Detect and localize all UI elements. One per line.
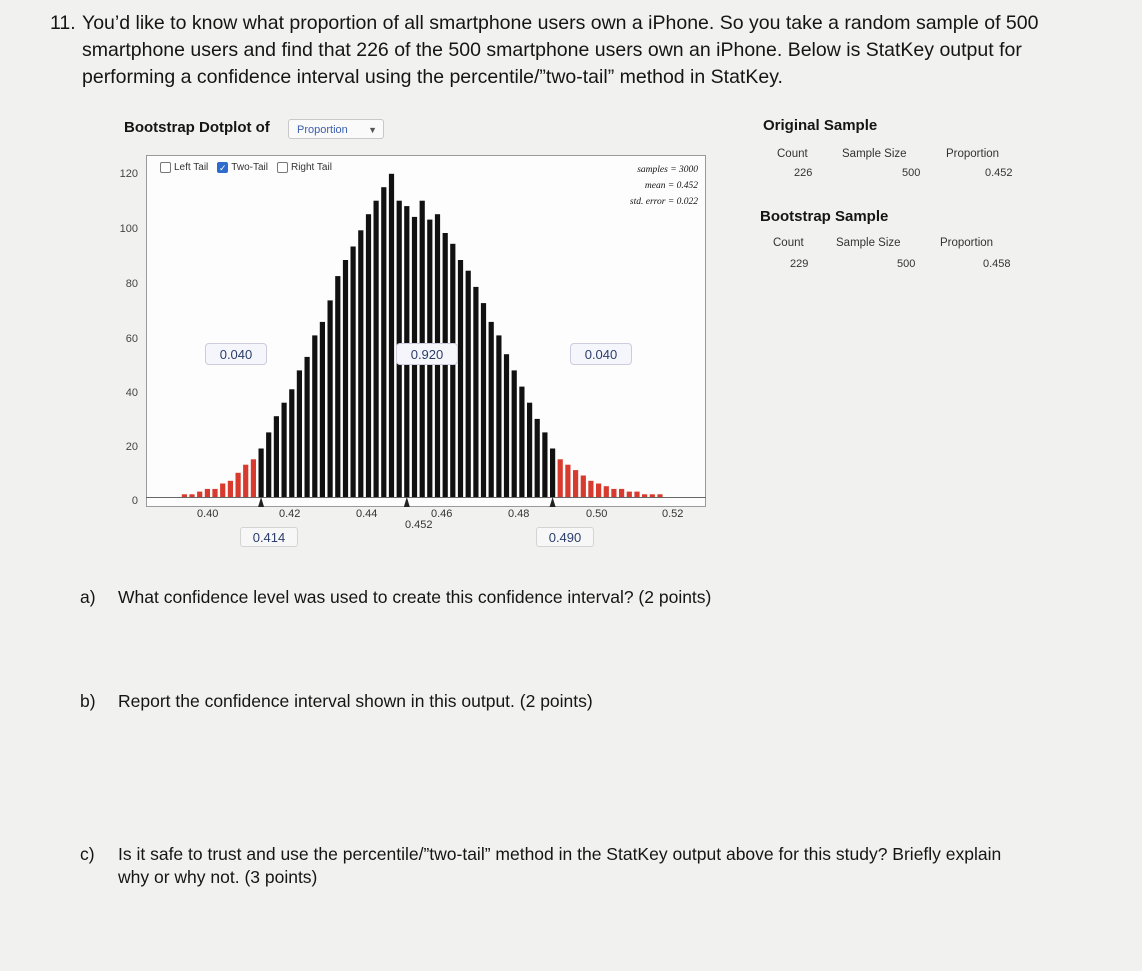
dotplot-bar: [558, 459, 563, 497]
original-proportion-value: 0.452: [985, 167, 1013, 179]
dotplot-bar: [504, 354, 509, 497]
y-tick-label: 20: [125, 441, 138, 453]
upper-cutoff-marker: [550, 497, 556, 507]
question-part-b: [80, 690, 1080, 713]
dotplot-bar: [519, 387, 524, 497]
dotplot-bar: [228, 481, 233, 497]
right-tail-proportion-box[interactable]: 0.040: [570, 343, 632, 365]
dotplot-bar: [320, 322, 325, 497]
bootstrap-sample-size-header: Sample Size: [836, 237, 901, 249]
dotplot-bar: [496, 335, 501, 497]
original-sample-size-header: Sample Size: [842, 148, 907, 160]
dotplot-bar: [634, 492, 639, 497]
dotplot-bar: [182, 494, 187, 497]
y-tick-label: 40: [125, 387, 138, 399]
dotplot-bar: [274, 416, 279, 497]
dotplot-bar: [312, 335, 317, 497]
dotplot-bar: [657, 494, 662, 497]
dotplot-title: Bootstrap Dotplot of: [124, 119, 270, 136]
dotplot-bar: [266, 432, 271, 497]
mean-tick-label: 0.452: [405, 519, 433, 531]
dotplot-bar: [565, 465, 570, 497]
y-tick-label: 120: [119, 168, 138, 180]
dotplot-bar: [335, 276, 340, 497]
tail-selector: [160, 162, 338, 173]
dotplot-bar: [581, 476, 586, 498]
dotplot-bar: [458, 260, 463, 497]
dotplot-bar: [466, 271, 471, 497]
right-tail-label: Right Tail: [290, 162, 332, 173]
original-sample-size-value: 500: [902, 167, 921, 179]
right-tail-checkbox[interactable]: [277, 162, 288, 173]
dotplot-bar: [305, 357, 310, 497]
question-part-c: [80, 843, 1030, 889]
x-tick-label: 0.44: [356, 508, 378, 520]
x-tick-label: 0.42: [279, 508, 301, 520]
dotplot-bar: [251, 459, 256, 497]
dotplot-bar: [650, 494, 655, 497]
dotplot-bar: [627, 492, 632, 497]
dotplot-bar: [243, 465, 248, 497]
mean-stat: mean = 0.452: [644, 181, 698, 191]
y-tick-label: 80: [125, 278, 138, 290]
dotplot-bar: [351, 247, 356, 498]
bootstrap-sample-size-value: 500: [897, 258, 916, 270]
dotplot-bar: [389, 174, 394, 497]
dotplot-bar: [197, 492, 202, 497]
original-count-header: Count: [777, 148, 808, 160]
left-tail-proportion-box[interactable]: 0.040: [205, 343, 267, 365]
dotplot-bar: [366, 214, 371, 497]
part-label: a): [80, 587, 96, 607]
question-text: You’d like to know what proportion of all smartphone users own a iPhone. So you take a random sample of 500 smartphone users and find that 226 of the 500 smartphone users own an iPhone. Below is StatKey output for performing a confidence interval using the percentile/”two-tail” method in StatKey.: [82, 12, 1039, 88]
middle-proportion-box[interactable]: 0.920: [396, 343, 458, 365]
std-error-stat: std. error = 0.022: [629, 197, 698, 207]
dotplot-bar: [512, 370, 517, 497]
chevron-down-icon: ▼: [368, 125, 377, 135]
dotplot-bar: [443, 233, 448, 497]
dotplot-bar: [220, 484, 225, 498]
y-tick-label: 60: [125, 333, 138, 345]
bootstrap-count-value: 229: [790, 258, 809, 270]
dotplot-bar: [236, 473, 241, 497]
x-tick-label: 0.48: [508, 508, 530, 520]
dotplot-bar: [212, 489, 217, 497]
dotplot-bar: [328, 300, 333, 497]
dotplot-bar: [282, 403, 287, 497]
part-text: What confidence level was used to create this confidence interval? (2 points): [118, 587, 712, 607]
bootstrap-sample-title: Bootstrap Sample: [760, 208, 889, 225]
y-tick-label: 0: [131, 495, 138, 507]
dotplot-bar: [481, 303, 486, 497]
question-part-a: [80, 586, 1080, 609]
dotplot-bar: [542, 432, 547, 497]
dotplot-bar: [642, 494, 647, 497]
dotplot-bar: [527, 403, 532, 497]
dotplot-bar: [473, 287, 478, 497]
upper-cutoff-label[interactable]: 0.490: [536, 527, 594, 547]
dotplot-bar: [205, 489, 210, 497]
dotplot-bar: [619, 489, 624, 497]
lower-cutoff-marker: [258, 497, 264, 507]
dotplot-bar: [596, 484, 601, 498]
original-sample-title: Original Sample: [763, 117, 878, 134]
left-tail-checkbox[interactable]: [160, 162, 171, 173]
dotplot-bar: [588, 481, 593, 497]
two-tail-label: Two-Tail: [231, 162, 268, 173]
two-tail-checkbox[interactable]: ✓: [219, 163, 227, 173]
part-label: b): [80, 691, 96, 711]
part-text: Report the confidence interval shown in this output. (2 points): [118, 691, 593, 711]
question-number: 11.: [50, 12, 76, 34]
dotplot-bar: [297, 370, 302, 497]
dotplot-bar: [289, 389, 294, 497]
dotplot-bar: [343, 260, 348, 497]
part-label: c): [80, 844, 95, 864]
dotplot-bar: [374, 201, 379, 497]
original-proportion-header: Proportion: [946, 148, 1000, 160]
dotplot-bar: [381, 187, 386, 497]
dotplot-bar: [573, 470, 578, 497]
dotplot-bar: [450, 244, 455, 497]
statistic-dropdown-value: Proportion: [297, 124, 348, 136]
dotplot-bar: [489, 322, 494, 497]
x-tick-label: 0.40: [197, 508, 219, 520]
y-tick-label: 100: [119, 223, 138, 235]
bootstrap-proportion-header: Proportion: [940, 237, 994, 249]
samples-stat: samples = 3000: [637, 165, 698, 175]
bootstrap-stats: [600, 162, 698, 210]
x-tick-label: 0.46: [431, 508, 453, 520]
original-count-value: 226: [794, 167, 813, 179]
dotplot-bar: [259, 449, 264, 498]
dotplot-bar: [189, 494, 194, 497]
dotplot-bar: [535, 419, 540, 497]
mean-marker: [404, 497, 410, 507]
left-tail-label: Left Tail: [174, 162, 209, 173]
dotplot-bar: [358, 230, 363, 497]
bootstrap-count-header: Count: [773, 237, 804, 249]
bootstrap-proportion-value: 0.458: [983, 258, 1011, 270]
dotplot-bar: [550, 449, 555, 498]
lower-cutoff-label[interactable]: 0.414: [240, 527, 298, 547]
dotplot-bar: [611, 489, 616, 497]
part-text: Is it safe to trust and use the percentile/”two-tail” method in the StatKey output above for this study? Briefly explain why or why not. (3 points): [118, 844, 1002, 887]
dotplot-bar: [604, 486, 609, 497]
x-tick-label: 0.50: [586, 508, 608, 520]
x-tick-label: 0.52: [662, 508, 684, 520]
